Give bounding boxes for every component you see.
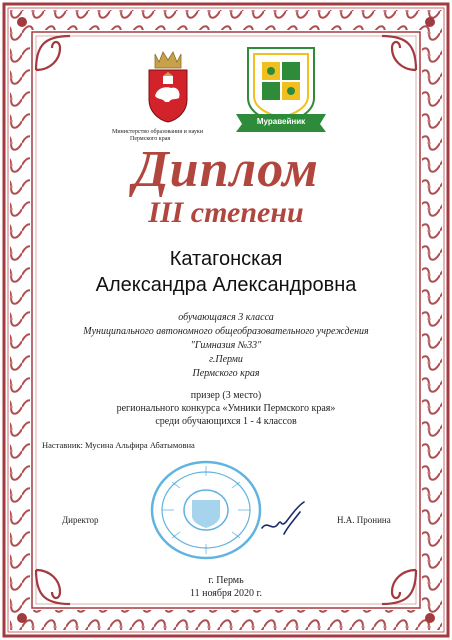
award-contest: регионального конкурса «Умники Пермского края»	[116, 403, 336, 414]
ministry-line-2: Пермского края	[130, 136, 171, 142]
official-stamp	[148, 458, 264, 562]
logo-ribbon-text: Муравейник	[256, 117, 306, 126]
footer-city: г. Пермь	[208, 575, 244, 586]
footer-date: 11 ноября 2020 г.	[189, 588, 263, 599]
director-name: Н.А. Пронина	[337, 515, 391, 525]
award-place: призер (3 место)	[190, 390, 262, 401]
diploma-title: Диплом	[133, 141, 319, 198]
detail-city: г.Перми	[209, 354, 243, 365]
detail-school-name: "Гимназия №33"	[190, 340, 262, 351]
director-signature	[258, 498, 310, 538]
ministry-line-1: Министерство образования и науки	[112, 129, 204, 135]
detail-grade: обучающаяся 3 класса	[178, 312, 274, 323]
recipient-surname: Катагонская	[169, 248, 283, 270]
diploma-degree: III степени	[148, 196, 304, 229]
recipient-given-name: Александра Александровна	[95, 274, 357, 296]
mentor-text: Наставник: Мусина Альфира Абатымовна	[42, 440, 195, 450]
detail-school-type: Муниципального автономного общеобразовательного учреждения	[83, 326, 369, 337]
detail-region: Пермского края	[192, 368, 260, 379]
coat-of-arms-logo	[143, 48, 193, 124]
director-role: Директор	[62, 515, 99, 525]
award-category: среди обучающихся 1 - 4 классов	[155, 416, 297, 427]
